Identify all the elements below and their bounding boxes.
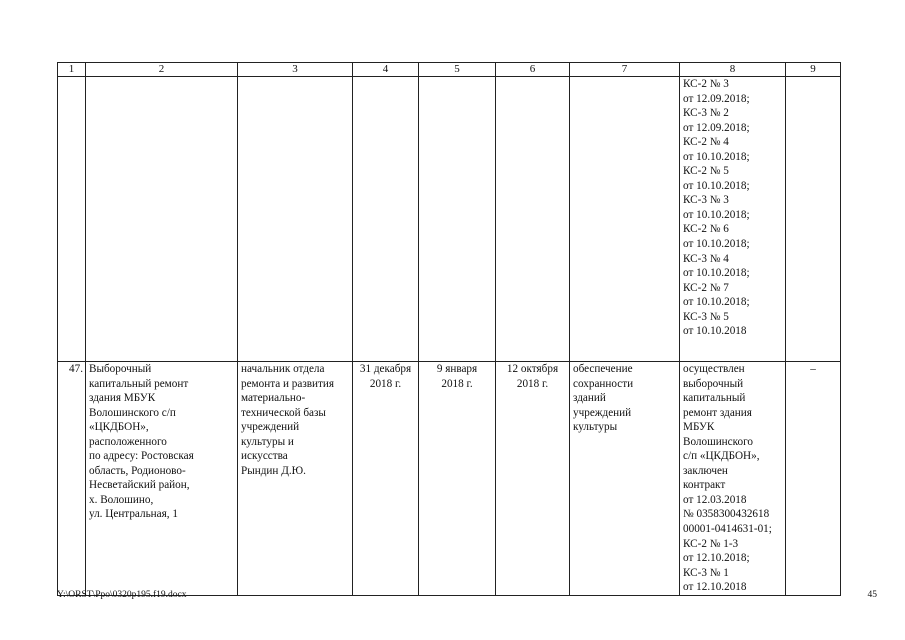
col-header-5: 5 [419, 63, 496, 77]
text-line: КС-2 № 1-3 [683, 537, 739, 550]
text-line: «ЦКДБОН», [89, 421, 149, 434]
text-line: КС-2 № 7 [683, 281, 729, 294]
text-line: обеспечение [573, 363, 633, 375]
text-line: культуры и [241, 435, 294, 448]
text-line: 2018 г. [516, 377, 549, 390]
text-line: ул. Центральная, 1 [89, 508, 178, 521]
row-number: 47. [58, 362, 86, 596]
text-line: сохранности [573, 377, 634, 390]
text-line: 12 октября [506, 363, 559, 375]
text-line: здания МБУК [89, 392, 156, 405]
problems-cell: – [786, 362, 841, 596]
text-line: ремонт здания [683, 406, 752, 419]
cell-empty [86, 77, 238, 362]
continued-results-cell [680, 77, 786, 362]
cell-empty [238, 77, 353, 362]
text-line: по адресу: Ростовская [89, 450, 194, 463]
text-line: капитальный [683, 392, 746, 405]
text-line: Волошинского с/п [89, 406, 176, 419]
col-header-4: 4 [353, 63, 419, 77]
text-line: КС-3 № 4 [683, 252, 729, 265]
text-line: область, Родионово- [89, 464, 186, 477]
text-line: 31 декабря [359, 363, 412, 375]
text-line: от 10.10.2018; [683, 208, 750, 221]
text-line: 2018 г. [369, 377, 402, 390]
text-line: контракт [683, 479, 726, 492]
document-table [57, 62, 841, 596]
text-line: КС-2 № 3 [683, 78, 729, 90]
text-line: от 12.09.2018; [683, 121, 750, 134]
text-line: зданий [573, 392, 606, 405]
actual-result-cell [680, 362, 786, 596]
text-line: расположенного [89, 435, 167, 448]
text-line: 9 января [436, 363, 478, 375]
text-line: от 10.10.2018; [683, 179, 750, 192]
text-line: № 0358300432618 [683, 508, 770, 521]
responsible-cell [238, 362, 353, 596]
col-header-3: 3 [238, 63, 353, 77]
text-line: искусства [241, 450, 288, 463]
text-line: от 10.10.2018; [683, 296, 750, 309]
text-line: технической базы [241, 406, 326, 419]
text-line: КС-2 № 6 [683, 223, 729, 236]
text-line: от 12.03.2018 [683, 493, 747, 506]
text-line: осуществлен [683, 363, 745, 375]
planned-date-cell [353, 362, 419, 596]
text-line: х. Волошино, [89, 493, 154, 506]
table-row-47 [58, 362, 841, 596]
expected-result-cell [570, 362, 680, 596]
end-date-cell [496, 362, 570, 596]
text-line: от 10.10.2018; [683, 238, 750, 251]
col-header-6: 6 [496, 63, 570, 77]
text-line: КС-3 № 3 [683, 194, 729, 207]
text-line: КС-2 № 5 [683, 165, 729, 178]
text-line: Выборочный [89, 363, 152, 375]
text-line: Рындин Д.Ю. [241, 464, 306, 477]
text-line: начальник отдела [241, 363, 325, 375]
col-header-1: 1 [58, 63, 86, 77]
text-line: ремонта и развития [241, 377, 335, 390]
cell-empty [786, 77, 841, 362]
text-line: заключен [683, 464, 728, 477]
text-line: учреждений [241, 421, 300, 434]
col-header-9: 9 [786, 63, 841, 77]
text-line: КС-2 № 4 [683, 136, 729, 149]
table-row-continued [58, 77, 841, 362]
text-line: выборочный [683, 377, 744, 390]
text-line: с/п «ЦКДБОН», [683, 450, 760, 463]
text-line: КС-3 № 5 [683, 310, 729, 323]
text-line: КС-3 № 2 [683, 107, 729, 120]
col-header-8: 8 [680, 63, 786, 77]
text-line: от 12.10.2018; [683, 552, 750, 565]
text-line: 00001-0414631-01; [683, 523, 772, 536]
text-line: от 12.09.2018; [683, 92, 750, 105]
text-line: КС-3 № 1 [683, 566, 729, 579]
text-line: материально- [241, 392, 306, 405]
text-line: учреждений [573, 406, 632, 419]
col-header-2: 2 [86, 63, 238, 77]
text-line: Несветайский район, [89, 479, 190, 492]
text-line: МБУК [683, 421, 715, 434]
column-number-row [58, 63, 841, 77]
col-header-7: 7 [570, 63, 680, 77]
text-line: от 12.10.2018 [683, 581, 747, 594]
page-number: 45 [867, 590, 877, 600]
event-name-cell [86, 362, 238, 596]
cell-empty [353, 77, 419, 362]
cell-empty [496, 77, 570, 362]
cell-empty [570, 77, 680, 362]
text-line: Волошинского [683, 435, 754, 448]
cell-empty [419, 77, 496, 362]
text-line: капитальный ремонт [89, 377, 189, 390]
text-line: культуры [573, 421, 618, 434]
text-line: 2018 г. [441, 377, 473, 390]
start-date-cell [419, 362, 496, 596]
cell-empty [58, 77, 86, 362]
text-line: от 10.10.2018; [683, 267, 750, 280]
file-path: Y:\ORST\Ppo\0320p195.f19.docx [57, 590, 187, 600]
text-line: от 10.10.2018 [683, 325, 747, 338]
text-line: от 10.10.2018; [683, 150, 750, 163]
